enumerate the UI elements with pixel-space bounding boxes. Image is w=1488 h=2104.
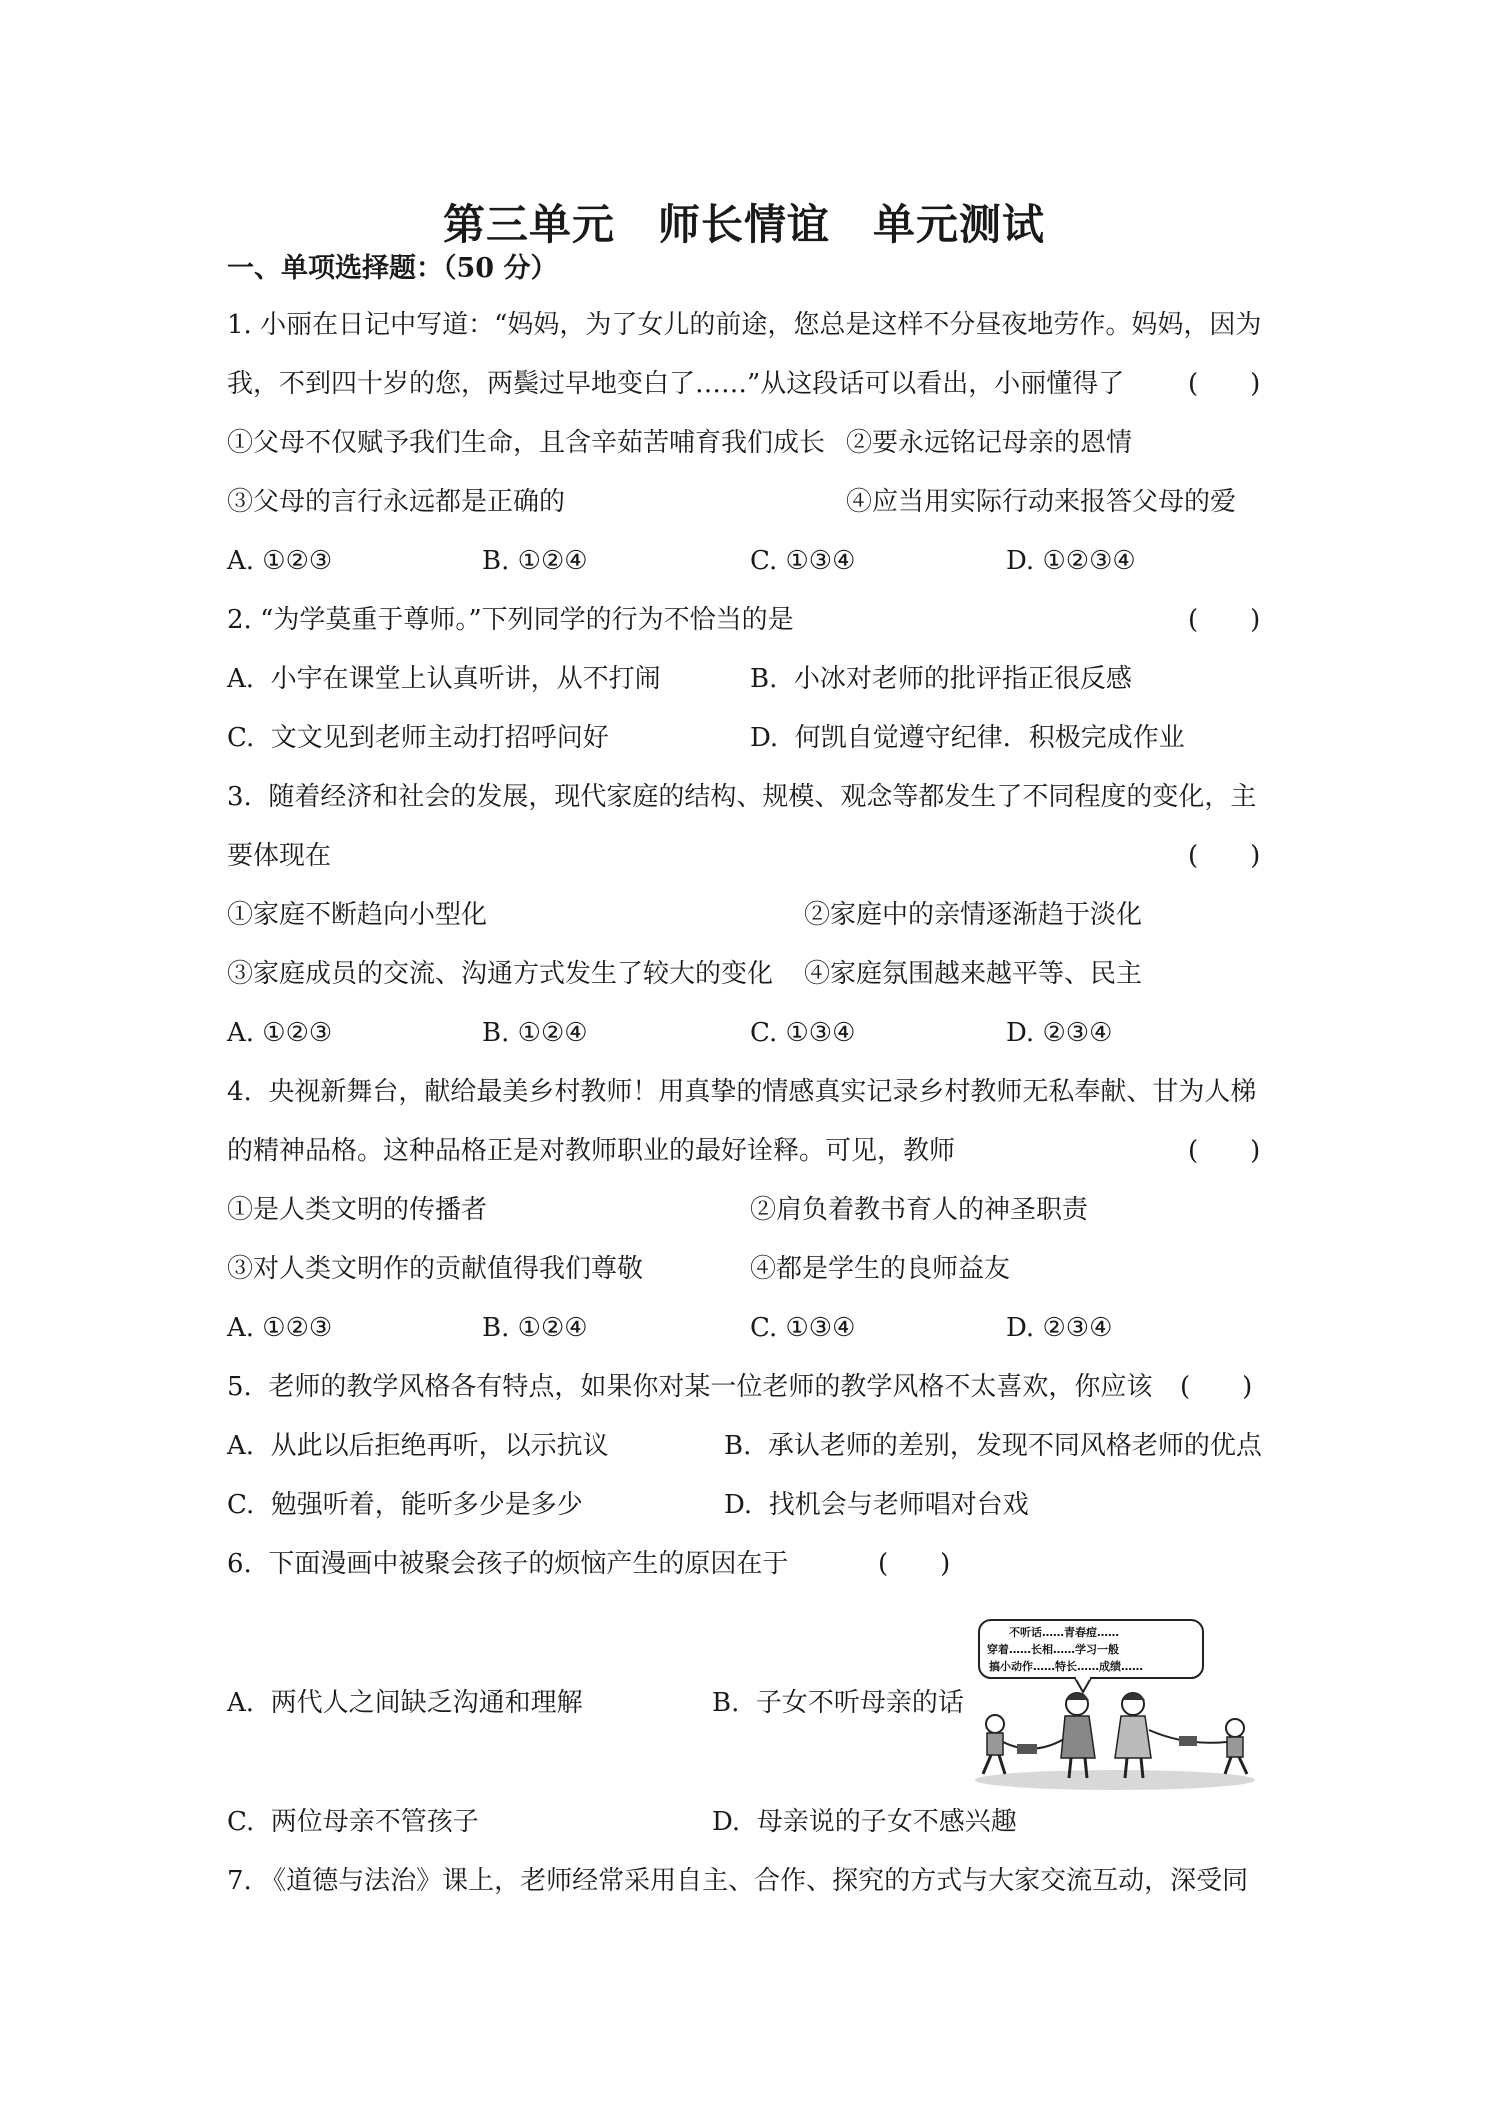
q2-option-d: D. 何凯自觉遵守纪律．积极完成作业 [750, 723, 1185, 753]
q1-statement-3: ③父母的言行永远都是正确的 [227, 487, 566, 517]
q4-answer-paren: ( ) [1188, 1136, 1261, 1166]
q4-statement-3: ③对人类文明作的贡献值得我们尊敬 [227, 1254, 644, 1284]
q1-statement-2: ②要永远铭记母亲的恩情 [846, 428, 1133, 458]
q2-answer-paren: ( ) [1188, 605, 1261, 635]
q3-answer-paren: ( ) [1188, 841, 1261, 871]
q3-statement-1: ①家庭不断趋向小型化 [227, 900, 488, 930]
q4-option-c: C. ①③④ [750, 1313, 856, 1343]
q1-option-c: C. ①③④ [750, 546, 856, 576]
q3-statement-3: ③家庭成员的交流、沟通方式发生了较大的变化 [227, 959, 774, 989]
q1-statement-4: ④应当用实际行动来报答父母的爱 [846, 487, 1237, 517]
q5-stem: 5. 老师的教学风格各有特点，如果你对某一位老师的教学风格不太喜欢，你应该 [227, 1372, 1153, 1402]
q2-option-a: A. 小宇在课堂上认真听讲，从不打闹 [227, 664, 661, 694]
q5-option-c: C. 勉强听着，能听多少是多少 [227, 1490, 583, 1520]
q7-stem-line1: 7. 《道德与法治》课上，老师经常采用自主、合作、探究的方式与大家交流互动，深受同 [227, 1866, 1249, 1896]
q3-option-b: B. ①②④ [482, 1018, 588, 1048]
family-cartoon-image [965, 1618, 1265, 1796]
q5-answer-paren: ( ) [1180, 1372, 1253, 1402]
q4-stem-line1: 4. 央视新舞台，献给最美乡村教师！用真挚的情感真实记录乡村教师无私奉献、甘为人梯 [227, 1077, 1257, 1107]
q1-option-a: A. ①②③ [227, 546, 333, 576]
q1-option-d: D. ①②③④ [1006, 546, 1136, 576]
q2-option-b: B. 小冰对老师的批评指正很反感 [750, 664, 1132, 694]
q3-statement-4: ④家庭氛围越来越平等、民主 [804, 959, 1143, 989]
q4-stem-line2: 的精神品格。这种品格正是对教师职业的最好诠释。可见，教师 [227, 1136, 956, 1166]
q1-stem-line2: 我，不到四十岁的您，两鬓过早地变白了……”从这段话可以看出，小丽懂得了 [227, 369, 1125, 399]
q6-answer-paren: ( ) [878, 1549, 951, 1579]
q4-statement-1: ①是人类文明的传播者 [227, 1195, 488, 1225]
q5-option-a: A. 从此以后拒绝再听，以示抗议 [227, 1431, 609, 1461]
q1-stem-line1: 1. 小丽在日记中写道：“妈妈，为了女儿的前途，您总是这样不分昼夜地劳作。妈妈，因为 [227, 310, 1262, 340]
q4-option-d: D. ②③④ [1006, 1313, 1113, 1343]
q4-statement-4: ④都是学生的良师益友 [750, 1254, 1011, 1284]
q6-option-a: A. 两代人之间缺乏沟通和理解 [227, 1688, 583, 1718]
q1-answer-paren: ( ) [1188, 369, 1261, 399]
q4-option-b: B. ①②④ [482, 1313, 588, 1343]
q2-stem: 2. “为学莫重于尊师。”下列同学的行为不恰当的是 [227, 605, 794, 635]
cartoon-bubble-line-2: 穿着……长相……学习一般 [987, 1643, 1119, 1656]
q6-stem: 6. 下面漫画中被聚会孩子的烦恼产生的原因在于 [227, 1549, 789, 1579]
section-heading-choice: 一、单项选择题：（50 分） [227, 253, 558, 284]
q6-option-d: D. 母亲说的子女不感兴趣 [712, 1807, 1017, 1837]
q3-stem-line2: 要体现在 [227, 841, 332, 871]
q3-option-a: A. ①②③ [227, 1018, 333, 1048]
q5-option-b: B. 承认老师的差别，发现不同风格老师的优点 [724, 1431, 1262, 1461]
page-title: 第三单元 师长情谊 单元测试 [442, 200, 1045, 249]
q1-statement-1: ①父母不仅赋予我们生命，且含辛茹苦哺育我们成长 [227, 428, 826, 458]
q3-statement-2: ②家庭中的亲情逐渐趋于淡化 [804, 900, 1143, 930]
q3-option-d: D. ②③④ [1006, 1018, 1113, 1048]
q6-option-b: B. 子女不听母亲的话 [712, 1688, 964, 1718]
cartoon-bubble-line-1: 不听话……青春痘…… [1009, 1626, 1119, 1639]
q5-option-d: D. 找机会与老师唱对台戏 [724, 1490, 1029, 1520]
cartoon-bubble-line-3: 搞小动作……特长……成绩…… [989, 1660, 1143, 1673]
q2-option-c: C. 文文见到老师主动打招呼问好 [227, 723, 609, 753]
q4-statement-2: ②肩负着教书育人的神圣职责 [750, 1195, 1089, 1225]
q4-option-a: A. ①②③ [227, 1313, 333, 1343]
q1-option-b: B. ①②④ [482, 546, 588, 576]
q3-stem-line1: 3. 随着经济和社会的发展，现代家庭的结构、规模、观念等都发生了不同程度的变化，主 [227, 782, 1257, 812]
q3-option-c: C. ①③④ [750, 1018, 856, 1048]
q6-option-c: C. 两位母亲不管孩子 [227, 1807, 479, 1837]
